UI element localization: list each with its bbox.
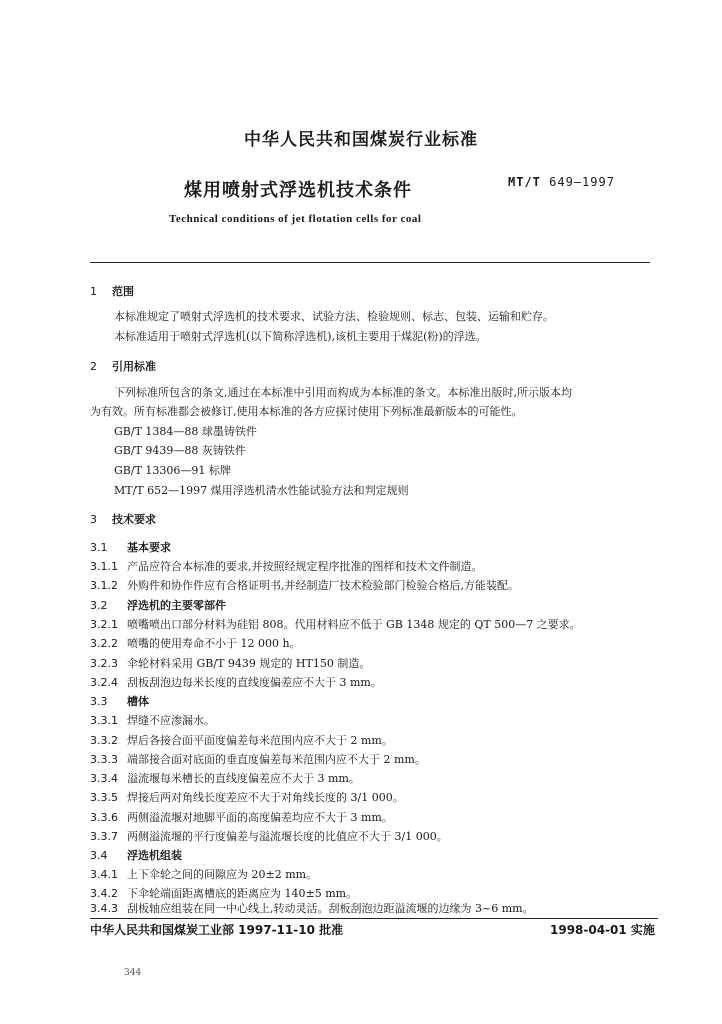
footer-divider [90,918,658,919]
section-2-paragraph: 为有效。所有标准都会被修订,使用本标准的各方应探讨使用下列标准最新版本的可能性。 [90,405,523,418]
clause-item: 3.4.3 刮板轴应组装在同一中心线上,转动灵活。刮板刮泡边距溢流堰的边缘为 3~6 mm。 [90,902,534,915]
clause-heading: 3.2 浮选机的主要零部件 [90,599,226,612]
reference-item: GB/T 9439—88 灰铸铁件 [114,444,246,457]
clause-item: 3.3.3 端部接合面对底面的垂直度偏差每米范围内应不大于 2 mm。 [90,753,426,766]
section-1-paragraph: 本标准适用于喷射式浮选机(以下简称浮选机),该机主要用于煤泥(粉)的浮选。 [114,330,487,343]
page-number: 344 [124,968,142,978]
clause-item: 3.3.7 两侧溢流堰的平行度偏差与溢流堰长度的比值应不大于 3/1 000。 [90,830,448,843]
clause-item: 3.1.1 产品应符合本标准的要求,并按照经规定程序批准的图样和技术文件制造。 [90,560,483,573]
clause-item: 3.4.1 上下伞轮之间的间隙应为 20±2 mm。 [90,868,318,881]
clause-item: 3.4.2 下伞轮端面距离槽底的距离应为 140±5 mm。 [90,887,358,900]
clause-item: 3.2.2 喷嘴的使用寿命不小于 12 000 h。 [90,637,301,650]
section-1-heading: 1 范围 [90,285,134,298]
approval-line: 中华人民共和国煤炭工业部 1997-11-10 批准 [90,923,344,937]
clause-item: 3.3.1 焊缝不应渗漏水。 [90,714,215,727]
clause-heading: 3.1 基本要求 [90,541,171,554]
section-3-heading: 3 技术要求 [90,513,156,526]
industry-standard-heading: 中华人民共和国煤炭行业标准 [244,130,478,150]
clause-item: 3.2.1 喷嘴喷出口部分材料为硅铝 808。代用材料应不低于 GB 1348 规定的 QT 500—7 之要求。 [90,618,581,631]
clause-heading: 3.4 浮选机组装 [90,849,182,862]
clause-item: 3.1.2 外购件和协作件应有合格证明书,并经制造厂技术检验部门检验合格后,方能装配。 [90,579,519,592]
reference-item: GB/T 13306—91 标牌 [114,464,231,477]
reference-item: MT/T 652—1997 煤用浮选机清水性能试验方法和判定规则 [114,484,409,497]
english-title: Technical conditions of jet flotation cells for coal [169,213,422,225]
clause-item: 3.3.5 焊接后两对角线长度差应不大于对角线长度的 3/1 000。 [90,791,404,804]
standard-code-number: 649—1997 [549,175,615,189]
section-2-heading: 2 引用标准 [90,360,156,373]
clause-item: 3.3.2 焊后各接合面平面度偏差每米范围内应不大于 2 mm。 [90,734,393,747]
section-2-paragraph: 下列标准所包含的条文,通过在本标准中引用而构成为本标准的条文。本标准出版时,所示版本均 [114,386,572,399]
section-1-paragraph: 本标准规定了喷射式浮选机的技术要求、试验方法、检验规则、标志、包装、运输和贮存。 [114,310,554,323]
reference-item: GB/T 1384—88 球墨铸铁件 [114,425,257,438]
header-divider [90,262,650,263]
standard-code-prefix: MT/T [508,175,541,189]
clause-item: 3.2.3 伞轮材料采用 GB/T 9439 规定的 HT150 制造。 [90,657,371,670]
clause-heading: 3.3 槽体 [90,695,149,708]
document-title: 煤用喷射式浮选机技术条件 [184,180,412,201]
clause-item: 3.3.6 两侧溢流堰对地脚平面的高度偏差均应不大于 3 mm。 [90,811,393,824]
clause-item: 3.2.4 刮板刮泡边每米长度的直线度偏差应不大于 3 mm。 [90,676,382,689]
clause-item: 3.3.4 溢流堰每米槽长的直线度偏差应不大于 3 mm。 [90,772,360,785]
standard-code [508,175,615,189]
implementation-date: 1998-04-01 实施 [550,923,655,937]
